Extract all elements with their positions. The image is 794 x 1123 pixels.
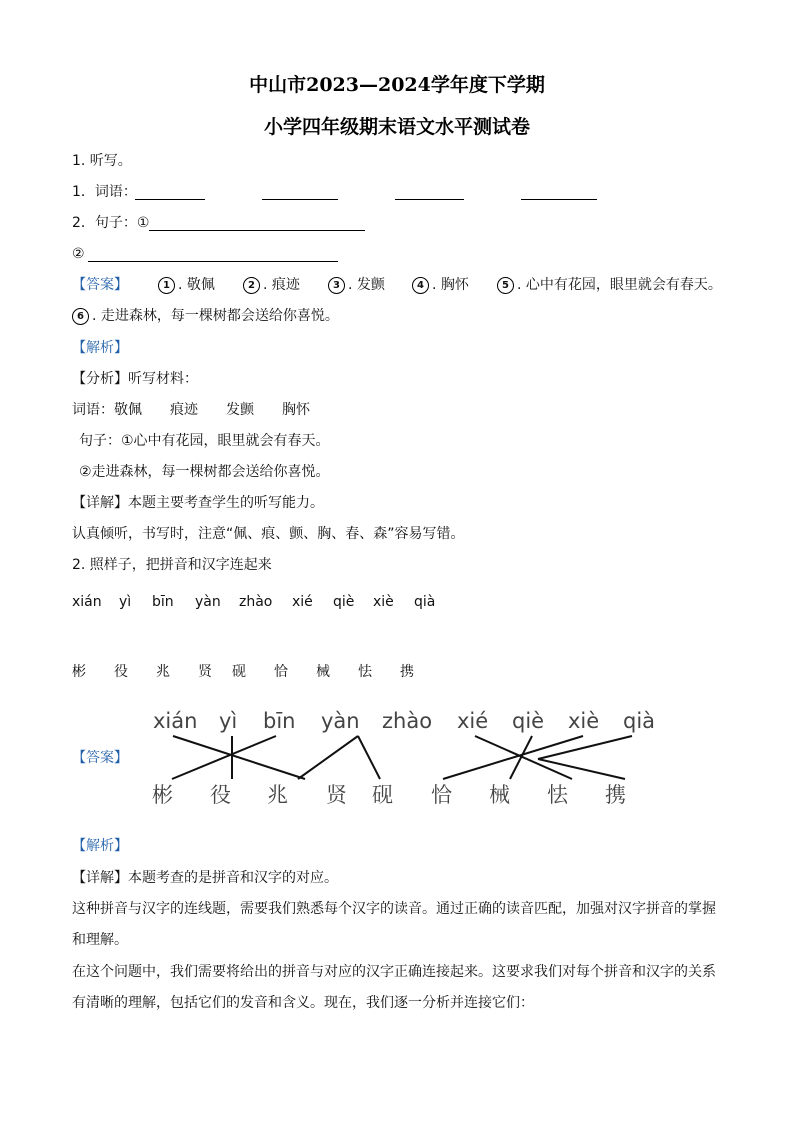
answer-item xyxy=(328,277,385,294)
word: 发颤 xyxy=(226,402,254,418)
hanzi-item: 携 xyxy=(400,664,414,680)
answer-pinyin: xián xyxy=(153,709,198,733)
match-line xyxy=(538,736,632,759)
hanzi-item: 役 xyxy=(114,664,128,680)
match-line xyxy=(298,736,358,779)
answer-blank[interactable] xyxy=(149,215,365,231)
answer-text: . 发颤 xyxy=(348,277,385,293)
pinyin-item: bīn xyxy=(152,594,174,610)
circled-number: 4 xyxy=(412,277,429,294)
answer-hanzi: 砚 xyxy=(372,783,393,807)
pinyin-item: yì xyxy=(119,594,132,610)
answer-pinyin: bīn xyxy=(263,709,296,733)
pinyin-item: qiè xyxy=(333,594,355,610)
answer-hanzi: 怯 xyxy=(547,783,568,807)
circled-number: 6 xyxy=(72,308,89,325)
spelling-note: 认真倾听，书写时，注意“佩、痕、颤、胸、春、森”容易写错。 xyxy=(72,526,465,542)
circled-number: 2 xyxy=(243,277,260,294)
hanzi-item: 贤 xyxy=(198,664,212,680)
answer-pinyin: yàn xyxy=(321,709,360,733)
circled-number: 1 xyxy=(158,277,175,294)
words-row-label: 词语： xyxy=(72,402,114,418)
hanzi-item: 兆 xyxy=(156,664,170,680)
answer-hanzi: 恰 xyxy=(431,783,452,807)
analysis-tag: 【解析】 xyxy=(72,838,128,854)
answer-text: . 胸怀 xyxy=(432,277,469,293)
answer-hanzi: 贤 xyxy=(326,783,347,807)
paragraph-line: 和理解。 xyxy=(72,932,128,948)
answer-text: . 走进森林，每一棵树都会送给你喜悦。 xyxy=(92,308,339,324)
question-1-heading: 1. 听写。 xyxy=(72,153,132,169)
hanzi-item: 怯 xyxy=(358,664,372,680)
detail-explanation: 【详解】本题主要考查学生的听写能力。 xyxy=(72,495,324,511)
match-line xyxy=(173,736,305,779)
hanzi-item: 恰 xyxy=(274,664,288,680)
answer-tag: 【答案】 xyxy=(72,750,128,766)
answer-hanzi: 役 xyxy=(210,783,231,807)
answer-item xyxy=(72,308,339,325)
answer-item xyxy=(243,277,300,294)
matching-answer-figure xyxy=(140,700,660,812)
words-row xyxy=(72,402,114,419)
pinyin-item: xiè xyxy=(373,594,394,610)
answer-blank[interactable] xyxy=(395,184,464,200)
circled-number: 3 xyxy=(328,277,345,294)
dictation-words-line xyxy=(72,184,137,201)
paragraph-line: 有清晰的理解，包括它们的发音和含义。现在，我们逐一分析并连接它们： xyxy=(72,995,534,1011)
answer-pinyin: qià xyxy=(623,709,656,733)
match-line xyxy=(358,736,380,779)
analysis-label: 【分析】听写材料： xyxy=(72,371,198,387)
answer-pinyin: qiè xyxy=(512,709,545,733)
sentence-line-2-label: ② xyxy=(72,246,85,262)
sentence-line-1-label: 2．句子：① xyxy=(72,215,150,231)
answer-pinyin: yì xyxy=(219,709,238,733)
word: 胸怀 xyxy=(282,402,310,418)
answer-pinyin: xié xyxy=(457,709,489,733)
answer-item xyxy=(497,277,722,294)
page-subtitle: 小学四年级期末语文水平测试卷 xyxy=(263,116,530,138)
answer-text: . 痕迹 xyxy=(263,277,300,293)
answer-hanzi: 携 xyxy=(605,783,626,807)
page-title: 中山市2023—2024学年度下学期 xyxy=(249,74,545,96)
answer-pinyin: xiè xyxy=(568,709,600,733)
sentence-1: 句子：①心中有花园，眼里就会有春天。 xyxy=(79,433,330,449)
pinyin-item: xián xyxy=(72,594,102,610)
match-line xyxy=(172,736,276,779)
analysis-tag: 【解析】 xyxy=(72,340,128,356)
word: 敬佩 xyxy=(114,402,142,418)
answer-blank[interactable] xyxy=(135,184,205,200)
paragraph-line: 这种拼音与汉字的连线题，需要我们熟悉每个汉字的读音。通过正确的读音匹配，加强对汉字拼音的掌握 xyxy=(72,901,716,917)
pinyin-item: qià xyxy=(414,594,436,610)
answer-pinyin: zhào xyxy=(382,709,433,733)
answer-item xyxy=(412,277,469,294)
answer-tag: 【答案】 xyxy=(72,277,128,293)
question-2-heading: 2. 照样子，把拼音和汉字连起来 xyxy=(72,557,272,573)
circled-number: 5 xyxy=(497,277,514,294)
hanzi-item: 械 xyxy=(316,664,330,680)
answer-text: . 心中有花园，眼里就会有春天。 xyxy=(517,277,722,293)
answer-hanzi: 械 xyxy=(489,783,510,807)
answer-hanzi: 兆 xyxy=(267,783,288,807)
pinyin-item: zhào xyxy=(239,594,273,610)
answer-text: . 敬佩 xyxy=(178,277,215,293)
match-line xyxy=(475,736,572,779)
words-label: 1．词语： xyxy=(72,184,137,200)
hanzi-item: 彬 xyxy=(72,664,86,680)
word: 痕迹 xyxy=(170,402,198,418)
paragraph-line: 在这个问题中，我们需要将给出的拼音与对应的汉字正确连接起来。这要求我们对每个拼音和汉字的关系 xyxy=(72,964,716,980)
sentence-2: ②走进森林，每一棵树都会送给你喜悦。 xyxy=(79,464,330,480)
hanzi-item: 砚 xyxy=(232,664,246,680)
answer-blank[interactable] xyxy=(521,184,597,200)
answer-hanzi: 彬 xyxy=(152,783,173,807)
answer-blank[interactable] xyxy=(88,246,338,262)
pinyin-item: yàn xyxy=(195,594,221,610)
detail-explanation: 【详解】本题考查的是拼音和汉字的对应。 xyxy=(72,870,338,886)
pinyin-item: xié xyxy=(292,594,313,610)
answer-blank[interactable] xyxy=(262,184,338,200)
answer-item xyxy=(158,277,215,294)
